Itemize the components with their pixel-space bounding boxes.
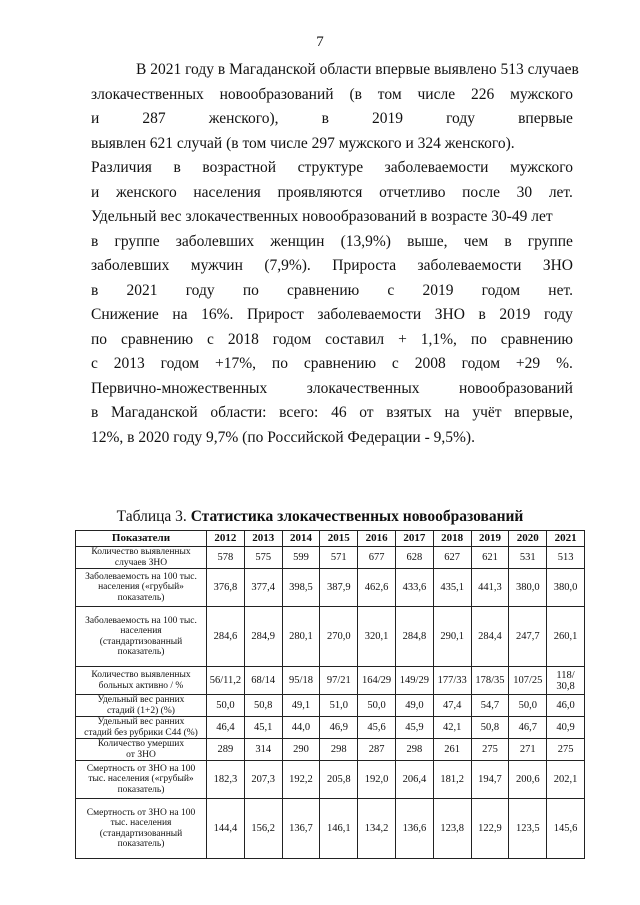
table-cell: 136,6 [395,799,433,859]
text-word: новообразований [459,379,573,397]
table-cell: 49,0 [395,695,433,717]
table-cell: 107/25 [509,667,547,695]
text-word: 12%, в 2020 году 9,7% (по Российской Федерации - 9,5%). [91,428,475,446]
table-cell: 261 [433,739,471,761]
table-cell: 177/33 [433,667,471,695]
row-label: Количество умерших от ЗНО [76,739,207,761]
text-line [91,230,573,255]
text-word: (в [349,85,362,103]
text-word: в [478,306,486,323]
text-word: году [446,110,475,127]
text-word: отчетливо [379,183,446,201]
text-word: сравнению [303,355,377,372]
text-word: заболеваемости [384,159,489,176]
table-cell: 284,8 [395,607,433,667]
table-cell: 50,0 [207,695,245,717]
text-line [91,205,573,230]
text-word: женского), [208,110,279,127]
table-cell: 320,1 [358,607,396,667]
text-word: с [391,355,399,372]
text-line [91,377,573,402]
table-cell: 54,7 [471,695,509,717]
text-word: по [91,330,108,348]
table-row [76,695,585,717]
table-cell: 136,7 [282,799,320,859]
table-row [76,799,585,859]
table-cell: 50,8 [244,695,282,717]
text-word: 2013 [113,355,145,372]
text-word: ЗНО [434,306,465,323]
table-cell: 51,0 [320,695,358,717]
table-cell: 513 [547,547,585,569]
table-cell: 149/29 [395,667,433,695]
table-cell: 290 [282,739,320,761]
text-word: 2019 [499,306,531,323]
table-cell: 47,4 [433,695,471,717]
table-cell: 42,1 [433,717,471,739]
table-cell: 571 [320,547,358,569]
table-row [76,761,585,799]
table-row [76,547,585,569]
text-line [91,426,573,451]
text-word: и [91,183,100,201]
text-word: учёт [472,404,502,421]
text-word: по [271,355,288,372]
text-word: от [359,404,374,421]
text-word: сравнению [500,330,573,348]
text-word: в [91,404,99,421]
table-cell: 182,3 [207,761,245,799]
table-cell: 178/35 [471,667,509,695]
text-word: злокачественных [91,85,204,103]
text-word: нет. [548,281,573,299]
text-line [91,58,579,83]
table-cell: 599 [282,547,320,569]
text-line [91,254,573,279]
table-cell: 462,6 [358,569,396,607]
body-paragraph [91,58,579,450]
table-cell: 118/ 30,8 [547,667,585,695]
text-word: заболевших [175,232,255,250]
text-word: заболеваемости [317,306,422,323]
table-cell: 45,6 [358,717,396,739]
table-cell: 192,0 [358,761,396,799]
text-word: населения [193,183,261,201]
text-word: Прирост [247,306,304,323]
page-number: 7 [316,34,324,50]
text-word: лет. [548,183,573,201]
table-cell: 50,8 [471,717,509,739]
year-header: 2013 [244,531,282,547]
text-word: годом [160,355,200,372]
text-word: в [504,232,512,250]
text-word: +17%, [215,355,257,372]
text-word: сравнению [287,281,360,299]
table-cell: 192,2 [282,761,320,799]
text-word: группе [114,232,160,250]
text-line [91,181,573,206]
row-label: Удельный вес ранних стадий (1+2) (%) [76,695,207,717]
text-word: впервые [518,110,573,127]
table-cell: 123,5 [509,799,547,859]
text-word: на [444,404,460,421]
table-cell: 56/11,2 [207,667,245,695]
text-line [91,401,573,426]
year-header: 2015 [320,531,358,547]
table-cell: 435,1 [433,569,471,607]
text-line [91,107,573,132]
text-word: годом [461,355,501,372]
table-cell: 433,6 [395,569,433,607]
row-label: Смертность от ЗНО на 100 тыс. населения («грубый» показатель) [76,761,207,799]
table-cell: 677 [358,547,396,569]
text-word: в [321,110,329,127]
table-cell: 380,0 [547,569,585,607]
table-cell: 275 [547,739,585,761]
table-cell: 122,9 [471,799,509,859]
text-line [91,156,573,181]
text-word: впервые, [514,404,573,421]
table-row [76,739,585,761]
table-cell: 289 [207,739,245,761]
text-word: по [470,330,487,348]
table-row [76,607,585,667]
row-label: Заболеваемость на 100 тыс. населения (стандартизованный показатель) [76,607,207,667]
text-word: Снижение [91,306,159,323]
text-word: после [462,183,501,201]
table-cell: 275 [471,739,509,761]
text-word: %. [556,355,573,372]
table-cell: 247,7 [509,607,547,667]
table-row [76,569,585,607]
year-header: 2018 [433,531,471,547]
table-cell: 387,9 [320,569,358,607]
text-word: числе [417,85,456,103]
text-line [91,83,573,108]
table-cell: 123,8 [433,799,471,859]
text-word: 2008 [414,355,446,372]
text-word: году [185,281,215,299]
table-cell: 284,9 [244,607,282,667]
table-caption [0,508,640,526]
table-cell: 380,0 [509,569,547,607]
year-header: 2021 [547,531,585,547]
text-word: В 2021 году в Магаданской области впервые выявлено 513 случаев [136,61,579,78]
table-row [76,667,585,695]
table-cell: 441,3 [471,569,509,607]
table-cell: 194,7 [471,761,509,799]
table-cell: 284,4 [471,607,509,667]
table-cell: 45,9 [395,717,433,739]
text-line [91,303,573,328]
text-word: с [91,355,98,372]
table-cell: 164/29 [358,667,396,695]
table-cell: 207,3 [244,761,282,799]
table-cell: 398,5 [282,569,320,607]
table-cell: 49,1 [282,695,320,717]
table-cell: 280,1 [282,607,320,667]
table-cell: 578 [207,547,245,569]
year-header: 2017 [395,531,433,547]
table-cell: 46,9 [320,717,358,739]
text-word: структуре [297,159,364,176]
text-word: 2018 [227,330,259,348]
table-cell: 68/14 [244,667,282,695]
table-cell: 284,6 [207,607,245,667]
table-cell: 202,1 [547,761,585,799]
text-word: 2019 [422,281,454,299]
table-cell: 95/18 [282,667,320,695]
row-label: Удельный вес ранних стадий без рубрики С44 (%) [76,717,207,739]
year-header: 2012 [207,531,245,547]
text-word: году [544,306,573,323]
text-word: новообразований [219,85,334,103]
text-word: (7,9%). [264,257,311,274]
text-word: ЗНО [542,257,573,274]
text-word: 30 [516,183,533,201]
text-word: в [173,159,181,176]
text-word: Первично-множественных [91,379,268,397]
text-word: сравнению [120,330,194,348]
table-cell: 46,7 [509,717,547,739]
text-word: выявлен 621 случай (в том числе 297 мужского и 324 женского). [91,134,515,152]
text-word: заболевших [91,257,170,274]
year-header: 2019 [471,531,509,547]
table-cell: 206,4 [395,761,433,799]
table-cell: 145,6 [547,799,585,859]
text-word: взятых [386,404,432,421]
table-cell: 531 [509,547,547,569]
table-cell: 621 [471,547,509,569]
row-label: Количество выявленных больных активно / % [76,667,207,695]
table-cell: 287 [358,739,396,761]
table-cell: 271 [509,739,547,761]
table-cell: 298 [320,739,358,761]
table-cell: 575 [244,547,282,569]
text-word: мужского [510,159,573,176]
text-word: Прироста [332,257,397,274]
text-word: группе [527,232,573,250]
text-word: 2021 [126,281,158,299]
text-word: годом [481,281,521,299]
text-word: мужчин [190,257,243,274]
table-cell: 314 [244,739,282,761]
text-word: Удельный вес злокачественных новообразований в возрасте 30-49 лет [91,208,553,225]
text-word: области: [210,404,267,421]
text-word: на [172,306,188,323]
text-word: составил [325,330,385,348]
text-word: в [91,281,99,299]
text-word: с [387,281,395,299]
table-cell: 260,1 [547,607,585,667]
table-header-row [76,531,585,547]
text-word: 1,1%, [420,330,457,348]
year-header: 2014 [282,531,320,547]
text-word: в [91,232,99,250]
text-word: женщин [270,232,325,250]
text-word: (13,9%) [340,232,391,250]
text-word: + [398,330,407,348]
table-cell: 144,4 [207,799,245,859]
table-cell: 40,9 [547,717,585,739]
table-cell: 44,0 [282,717,320,739]
table-cell: 376,8 [207,569,245,607]
text-word: том [377,85,402,103]
statistics-table [75,530,585,859]
table-cell: 298 [395,739,433,761]
table-cell: 50,0 [358,695,396,717]
text-word: злокачественных [306,379,420,397]
text-word: проявляются [277,183,363,201]
text-word: по [242,281,259,299]
table-cell: 205,8 [320,761,358,799]
text-word: и [91,110,100,127]
text-word: 2019 [372,110,403,127]
text-word: женского [115,183,177,201]
table-cell: 146,1 [320,799,358,859]
text-word: 16%. [201,306,234,323]
table-cell: 200,6 [509,761,547,799]
text-word: 46 [331,404,347,421]
table-row [76,717,585,739]
table-cell: 97/21 [320,667,358,695]
text-word: годом [272,330,312,348]
table-cell: 46,0 [547,695,585,717]
row-label: Смертность от ЗНО на 100 тыс. населения (стандартизованный показатель) [76,799,207,859]
text-word: мужского [510,85,573,103]
text-line [91,132,573,157]
text-word: +29 [515,355,541,372]
table-caption-prefix: Таблица 3. [116,508,191,525]
row-label: Заболеваемость на 100 тыс. населения («грубый» показатель) [76,569,207,607]
text-line [91,328,573,353]
text-word: возрастной [202,159,277,176]
table-cell: 270,0 [320,607,358,667]
year-header: 2016 [358,531,396,547]
table-cell: 627 [433,547,471,569]
text-word: выше, [407,232,448,250]
text-line [91,352,573,377]
table-cell: 50,0 [509,695,547,717]
text-word: с [207,330,214,348]
table-cell: 290,1 [433,607,471,667]
table-header-label: Показатели [76,531,207,547]
text-word: 287 [142,110,166,127]
table-caption-title: Статистика злокачественных новообразований [190,508,524,525]
text-word: Различия [91,159,152,176]
table-cell: 134,2 [358,799,396,859]
text-word: заболеваемости [417,257,522,274]
table-cell: 46,4 [207,717,245,739]
table-cell: 628 [395,547,433,569]
text-word: всего: [279,404,319,421]
table-cell: 181,2 [433,761,471,799]
year-header: 2020 [509,531,547,547]
text-line [91,279,573,304]
table-cell: 377,4 [244,569,282,607]
text-word: 226 [470,85,495,103]
text-word: Магаданской [111,404,198,421]
table-cell: 45,1 [244,717,282,739]
text-word: чем [463,232,489,250]
row-label: Количество выявленных случаев ЗНО [76,547,207,569]
table-cell: 156,2 [244,799,282,859]
